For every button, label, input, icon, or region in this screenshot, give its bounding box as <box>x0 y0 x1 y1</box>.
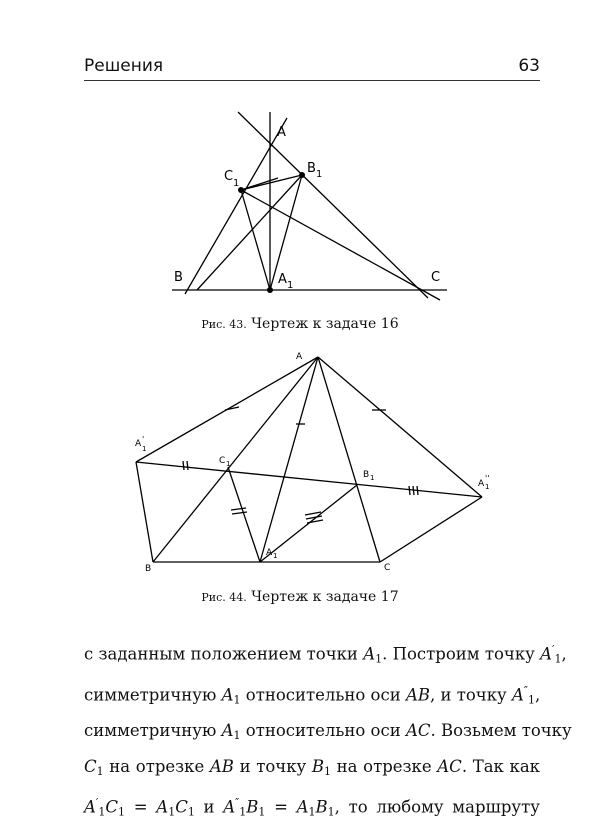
figure-43-caption-text: Чертеж к задаче 16 <box>251 316 399 332</box>
line-c1-long <box>241 190 440 300</box>
segment-a-a1 <box>260 357 318 562</box>
label-a1: A <box>266 548 273 558</box>
label-a1-sub: 1 <box>273 552 278 560</box>
label-b1: B <box>363 470 370 480</box>
figure-44-diagram <box>0 350 600 580</box>
figure-44-caption-prefix: Рис. 44. <box>201 591 247 604</box>
tick-c1-a1-1 <box>231 508 246 510</box>
label-c1-sub: 1 <box>226 460 231 468</box>
line-ac-extended <box>238 112 428 298</box>
line-a1-c1 <box>241 190 270 290</box>
tick3-b1-a1pp-3 <box>417 486 418 495</box>
label-a1-sub: 1 <box>287 280 294 291</box>
point-b1 <box>299 172 305 178</box>
label-b: B <box>145 564 152 574</box>
label-a1: A <box>278 272 287 287</box>
tick-c1-a1-2 <box>232 512 247 514</box>
tick3-b1-a1pp-2 <box>413 486 414 495</box>
label-b1: B <box>307 161 316 176</box>
label-b1-sub: 1 <box>316 169 323 180</box>
label-a1p-sub: 1 <box>142 445 147 453</box>
text-line-2: симметричную $A_1$ относительно оси AB, и точку $A''_1$, <box>84 683 541 706</box>
tick2-a1p-c1-2 <box>187 461 188 470</box>
tick3-b1-a1pp-1 <box>409 486 410 495</box>
figure-43-caption <box>0 316 600 332</box>
header-rule <box>84 80 540 81</box>
label-a1p: A <box>135 439 142 449</box>
body-paragraph <box>84 634 572 828</box>
text-line-4: $C_1$ на отрезке AB и точку $B_1$ на отрезке AC. Так как <box>84 757 540 778</box>
label-c: C <box>431 270 441 285</box>
text-line-1: с заданным положением точки $A_1$. Построим точку $A'_1$, <box>84 643 567 666</box>
tick2-a1p-c1-1 <box>183 461 184 470</box>
segment-a1-b1 <box>260 485 357 562</box>
page-number: 63 <box>518 56 540 76</box>
side-ac <box>318 357 380 562</box>
header-title: Решения <box>84 56 164 76</box>
label-a1pp-dprime: '' <box>485 474 490 483</box>
running-header <box>84 56 540 80</box>
figure-44-caption <box>0 589 600 605</box>
tick-b1-a1-3 <box>307 520 323 523</box>
segment-a-a1pp <box>318 357 482 497</box>
label-c: C <box>384 563 391 573</box>
label-b: B <box>174 270 183 285</box>
text-line-3: симметричную $A_1$ относительно оси AC. Возьмем точку <box>84 721 572 742</box>
label-c1: C <box>219 456 226 466</box>
tick-a-a1p <box>225 407 239 410</box>
label-a1p-prime: ' <box>142 435 145 444</box>
figure-44-caption-text: Чертеж к задаче 17 <box>251 589 399 605</box>
segment-a1pp-c <box>380 497 482 562</box>
label-a: A <box>277 125 286 140</box>
text-line-5: $A'_1C_1 = A_1C_1$ и $A''_1B_1 = A_1B_1$, то любому маршруту <box>84 796 540 819</box>
label-c1: C <box>224 169 234 184</box>
point-a1 <box>267 287 273 293</box>
figure-43-diagram <box>0 110 600 310</box>
line-c1-reflect <box>241 178 278 190</box>
tick-b1-a1-1 <box>305 512 321 515</box>
label-a1pp-sub: 1 <box>485 483 490 491</box>
label-a: A <box>296 352 303 362</box>
side-ab <box>153 357 318 562</box>
label-b1-sub: 1 <box>370 474 375 482</box>
label-a1pp: A <box>478 479 485 489</box>
figure-43-caption-prefix: Рис. 43. <box>201 318 247 331</box>
segment-a1p-b <box>136 462 153 562</box>
label-c1-sub: 1 <box>233 178 240 189</box>
